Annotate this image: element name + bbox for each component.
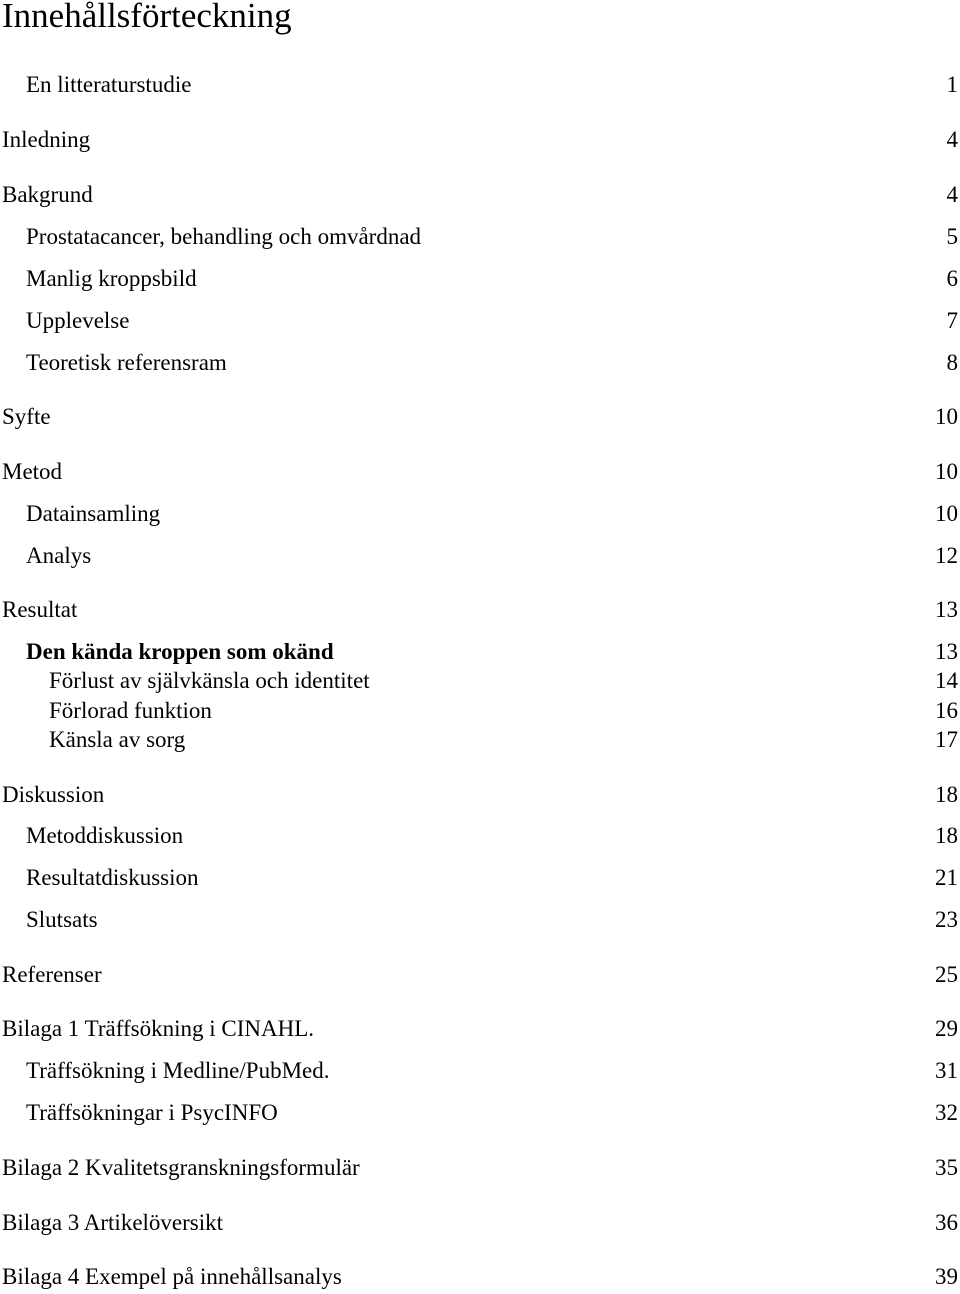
toc-entry-forlust-av-sjalvkansla[interactable] (0, 666, 958, 696)
toc-entry-bakgrund[interactable] (0, 180, 958, 210)
toc-entry-inledning[interactable] (0, 125, 958, 155)
toc-entry-slutsats[interactable] (0, 905, 958, 935)
toc-entry-psycinfo[interactable] (0, 1098, 958, 1128)
toc-entry-bilaga-1[interactable] (0, 1014, 958, 1044)
toc-entry-label: Referenser (2, 962, 102, 987)
toc-entry-page: 1 (946, 72, 958, 97)
toc-entry-resultat[interactable] (0, 595, 958, 625)
toc-entry-label: Träffsökning i Medline/PubMed. (26, 1058, 330, 1083)
toc-entry-page: 4 (946, 127, 958, 152)
toc-entry-label: Datainsamling (26, 501, 161, 526)
toc-entry-metoddiskussion[interactable] (0, 821, 958, 851)
toc-entry-label: Metoddiskussion (26, 823, 184, 848)
toc-entry-label: Bilaga 1 Träffsökning i CINAHL. (2, 1016, 314, 1041)
toc-entry-en-litteraturstudie[interactable] (0, 70, 958, 100)
toc-entry-syfte[interactable] (0, 402, 958, 432)
toc-entry-label: Bilaga 2 Kvalitetsgranskningsformulär (2, 1155, 360, 1180)
toc-entry-page: 4 (946, 182, 958, 207)
toc-entry-metod[interactable] (0, 457, 958, 487)
toc-entry-datainsamling[interactable] (0, 499, 958, 529)
toc-entry-page: 31 (935, 1058, 958, 1083)
toc-entry-analys[interactable] (0, 541, 958, 571)
toc-entry-label: Metod (2, 459, 63, 484)
toc-entry-page: 13 (935, 639, 958, 664)
toc-entry-label: Bilaga 4 Exempel på innehållsanalys (2, 1264, 342, 1289)
toc-entry-label: Syfte (2, 404, 51, 429)
toc-entry-referenser[interactable] (0, 960, 958, 990)
toc-entry-page: 39 (935, 1264, 958, 1289)
toc-entry-kansla-av-sorg[interactable] (0, 725, 958, 755)
toc-entry-page: 13 (935, 597, 958, 622)
toc-entry-label: Inledning (2, 127, 91, 152)
toc-entry-label: Upplevelse (26, 308, 130, 333)
toc-entry-prostatacancer[interactable] (0, 222, 958, 252)
toc-entry-page: 16 (935, 698, 958, 723)
toc-entry-label: En litteraturstudie (26, 72, 192, 97)
toc-entry-page: 29 (935, 1016, 958, 1041)
toc-entry-page: 25 (935, 962, 958, 987)
toc-entry-page: 23 (935, 907, 958, 932)
toc-entry-label: Förlust av självkänsla och identitet (49, 668, 370, 693)
toc-entry-label: Förlorad funktion (49, 698, 212, 723)
toc-entry-teoretisk-referensram[interactable] (0, 348, 958, 378)
toc-entry-page: 6 (946, 266, 958, 291)
toc-entry-page: 12 (935, 543, 958, 568)
toc-entry-bilaga-2[interactable] (0, 1153, 958, 1183)
toc-entry-upplevelse[interactable] (0, 306, 958, 336)
toc-entry-label: Känsla av sorg (49, 727, 186, 752)
toc-entry-label: Bilaga 3 Artikelöversikt (2, 1210, 224, 1235)
toc-entry-label: Resultat (2, 597, 78, 622)
toc-entry-medline-pubmed[interactable] (0, 1056, 958, 1086)
toc-entry-den-kanda-kroppen[interactable] (0, 637, 958, 667)
toc-entry-label: Manlig kroppsbild (26, 266, 197, 291)
toc-entry-label: Teoretisk referensram (26, 350, 227, 375)
toc-entry-label: Slutsats (26, 907, 98, 932)
toc-entry-label: Bakgrund (2, 182, 93, 207)
toc-entry-bilaga-4[interactable] (0, 1262, 958, 1292)
toc-entry-resultatdiskussion[interactable] (0, 863, 958, 893)
toc-entry-page: 10 (935, 404, 958, 429)
toc-entry-page: 10 (935, 459, 958, 484)
toc-entry-page: 7 (946, 308, 958, 333)
toc-entry-label: Diskussion (2, 782, 105, 807)
toc-entry-page: 18 (935, 823, 958, 848)
toc-entry-label: Träffsökningar i PsycINFO (26, 1100, 278, 1125)
toc-entry-label: Resultatdiskussion (26, 865, 199, 890)
toc-entry-page: 32 (935, 1100, 958, 1125)
toc-entry-page: 35 (935, 1155, 958, 1180)
toc-entry-label: Analys (26, 543, 92, 568)
toc-entry-label: Prostatacancer, behandling och omvårdnad (26, 224, 422, 249)
toc-entry-page: 14 (935, 668, 958, 693)
toc-entry-page: 21 (935, 865, 958, 890)
toc-entry-page: 5 (946, 224, 958, 249)
toc-entry-page: 10 (935, 501, 958, 526)
toc-entry-bilaga-3[interactable] (0, 1208, 958, 1238)
toc-entry-page: 18 (935, 782, 958, 807)
toc-entry-forlorad-funktion[interactable] (0, 696, 958, 726)
toc-entry-page: 17 (935, 727, 958, 752)
toc-entry-label: Den kända kroppen som okänd (26, 639, 334, 664)
toc-entry-page: 36 (935, 1210, 958, 1235)
toc-title: Innehållsförteckning (2, 0, 292, 35)
toc-entry-diskussion[interactable] (0, 780, 958, 810)
toc-entry-page: 8 (946, 350, 958, 375)
toc-entry-manlig-kroppsbild[interactable] (0, 264, 958, 294)
